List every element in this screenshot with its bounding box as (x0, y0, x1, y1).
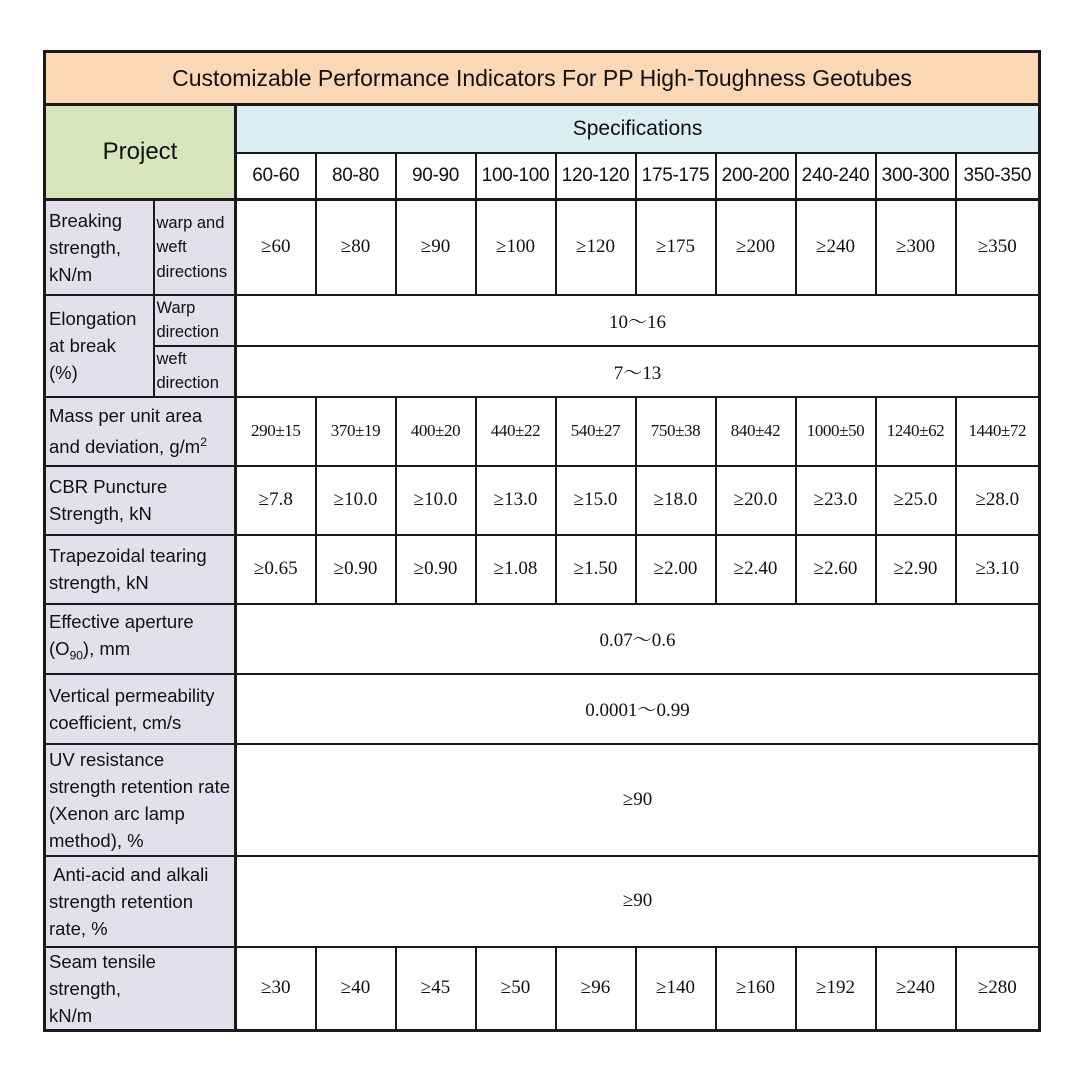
label-line: Elongation (49, 308, 137, 329)
subscript: 90 (69, 648, 83, 663)
spec-header-row (45, 105, 1040, 153)
table-cell: ≥23.0 (796, 466, 876, 535)
label-line: kN/m (49, 263, 93, 285)
breaking-strength-sublabel (154, 200, 236, 295)
label-line: warp and (156, 213, 225, 232)
table-cell: 1000±50 (796, 397, 876, 466)
permeability-label (45, 674, 236, 744)
performance-table (43, 50, 1041, 1032)
grade-header: 240-240 (796, 153, 876, 200)
table-cell: ≥96 (556, 947, 636, 1031)
label-line: Anti-acid and alkali (49, 863, 209, 885)
table-row-permeability (45, 674, 1040, 744)
table-cell: ≥240 (796, 200, 876, 295)
table-cell: ≥192 (796, 947, 876, 1031)
uv-value: ≥90 (236, 744, 1040, 856)
performance-table-container (43, 50, 1038, 1027)
label-line: direction (156, 374, 219, 392)
aperture-label (45, 604, 236, 674)
table-cell: ≥240 (876, 947, 956, 1031)
table-cell: 840±42 (716, 397, 796, 466)
table-cell: ≥0.90 (316, 535, 396, 604)
label-line: Warp (156, 298, 196, 317)
label-text: (O (49, 637, 70, 659)
table-cell: ≥10.0 (396, 466, 476, 535)
label-line: strength retention (49, 890, 193, 912)
table-row-mass (45, 397, 1040, 466)
label-line: Seam tensile strength, (49, 950, 156, 999)
table-cell: ≥0.90 (396, 535, 476, 604)
label-line: coefficient, cm/s (49, 711, 182, 733)
table-cell: ≥80 (316, 200, 396, 295)
table-cell: ≥10.0 (316, 466, 396, 535)
table-cell: ≥2.90 (876, 535, 956, 604)
elongation-label (45, 295, 154, 397)
grade-header: 300-300 (876, 153, 956, 200)
specifications-header: Specifications (236, 105, 1040, 153)
table-row-uv (45, 744, 1040, 856)
table-cell: ≥200 (716, 200, 796, 295)
label-line: direction (156, 323, 219, 341)
elongation-weft-value: 7～13 (236, 346, 1040, 397)
table-cell: ≥60 (236, 200, 316, 295)
table-cell: ≥175 (636, 200, 716, 295)
grade-header: 80-80 (316, 153, 396, 200)
table-cell: ≥160 (716, 947, 796, 1031)
table-cell: 1440±72 (956, 397, 1040, 466)
superscript: 2 (200, 434, 207, 449)
grade-header: 120-120 (556, 153, 636, 200)
table-row-breaking-strength (45, 200, 1040, 295)
table-cell: 290±15 (236, 397, 316, 466)
table-cell: ≥140 (636, 947, 716, 1031)
table-cell: ≥18.0 (636, 466, 716, 535)
label-line (49, 635, 231, 670)
label-line: Mass per unit area (49, 404, 203, 426)
table-cell: ≥15.0 (556, 466, 636, 535)
label-line: Strength, kN (49, 503, 152, 524)
label-line: CBR Puncture (49, 476, 168, 497)
project-header: Project (45, 105, 236, 200)
table-cell: ≥40 (316, 947, 396, 1031)
cbr-label (45, 466, 236, 535)
table-cell: ≥45 (396, 947, 476, 1031)
table-cell: ≥90 (396, 200, 476, 295)
table-cell: ≥1.08 (476, 535, 556, 604)
elongation-warp-value: 10～16 (236, 295, 1040, 346)
table-cell: ≥350 (956, 200, 1040, 295)
uv-label (45, 744, 236, 856)
table-cell: ≥1.50 (556, 535, 636, 604)
table-cell: ≥2.40 (716, 535, 796, 604)
label-line: directions (156, 262, 228, 281)
label-line: weft (156, 349, 187, 368)
label-line: kN/m (49, 1004, 93, 1026)
table-cell: ≥3.10 (956, 535, 1040, 604)
label-line: rate, % (49, 917, 108, 939)
trapezoidal-label (45, 535, 236, 604)
table-cell: 370±19 (316, 397, 396, 466)
grade-header: 200-200 (716, 153, 796, 200)
grade-header: 60-60 (236, 153, 316, 200)
label-line: Breaking (49, 209, 123, 231)
grade-header: 100-100 (476, 153, 556, 200)
table-cell: 1240±62 (876, 397, 956, 466)
table-cell: ≥13.0 (476, 466, 556, 535)
label-line: strength, (49, 236, 121, 258)
table-row-elongation-warp (45, 295, 1040, 346)
label-line: strength retention rate (49, 775, 230, 797)
table-cell: 400±20 (396, 397, 476, 466)
label-line: method), % (49, 829, 144, 851)
elongation-warp-sublabel (154, 295, 236, 346)
table-cell: ≥2.60 (796, 535, 876, 604)
table-cell: 440±22 (476, 397, 556, 466)
table-row-trapezoidal (45, 535, 1040, 604)
grade-header: 90-90 (396, 153, 476, 200)
table-cell: ≥28.0 (956, 466, 1040, 535)
label-text: ), mm (82, 637, 131, 659)
label-line: Trapezoidal tearing (49, 545, 207, 566)
table-cell: 750±38 (636, 397, 716, 466)
label-line (49, 429, 231, 460)
acid-label (45, 856, 236, 947)
grade-header: 175-175 (636, 153, 716, 200)
breaking-strength-label (45, 200, 154, 295)
table-cell: ≥20.0 (716, 466, 796, 535)
table-cell: ≥0.65 (236, 535, 316, 604)
table-row-aperture (45, 604, 1040, 674)
table-cell: ≥300 (876, 200, 956, 295)
acid-value: ≥90 (236, 856, 1040, 947)
label-line: Vertical permeability (49, 684, 215, 706)
table-cell: ≥50 (476, 947, 556, 1031)
table-row-acid (45, 856, 1040, 947)
mass-label (45, 397, 236, 466)
table-cell: 540±27 (556, 397, 636, 466)
title-row (45, 52, 1040, 105)
label-text: and deviation, g/m (49, 436, 201, 458)
table-title: Customizable Performance Indicators For PP High-Toughness Geotubes (45, 52, 1040, 105)
table-cell: ≥120 (556, 200, 636, 295)
table-cell: ≥280 (956, 947, 1040, 1031)
table-row-elongation-weft (45, 346, 1040, 397)
label-line: Effective aperture (49, 610, 194, 632)
label-line: strength, kN (49, 572, 149, 593)
grade-header: 350-350 (956, 153, 1040, 200)
table-cell: ≥25.0 (876, 466, 956, 535)
table-cell: ≥100 (476, 200, 556, 295)
label-line: at break (%) (49, 335, 116, 383)
aperture-value: 0.07～0.6 (236, 604, 1040, 674)
elongation-weft-sublabel (154, 346, 236, 397)
permeability-value: 0.0001～0.99 (236, 674, 1040, 744)
table-row-seam (45, 947, 1040, 1031)
label-line: UV resistance (49, 748, 165, 770)
label-line: weft (156, 238, 187, 256)
table-cell: ≥2.00 (636, 535, 716, 604)
table-cell: ≥30 (236, 947, 316, 1031)
table-cell: ≥7.8 (236, 466, 316, 535)
table-row-cbr (45, 466, 1040, 535)
label-line: (Xenon arc lamp (49, 802, 185, 824)
seam-label (45, 947, 236, 1031)
